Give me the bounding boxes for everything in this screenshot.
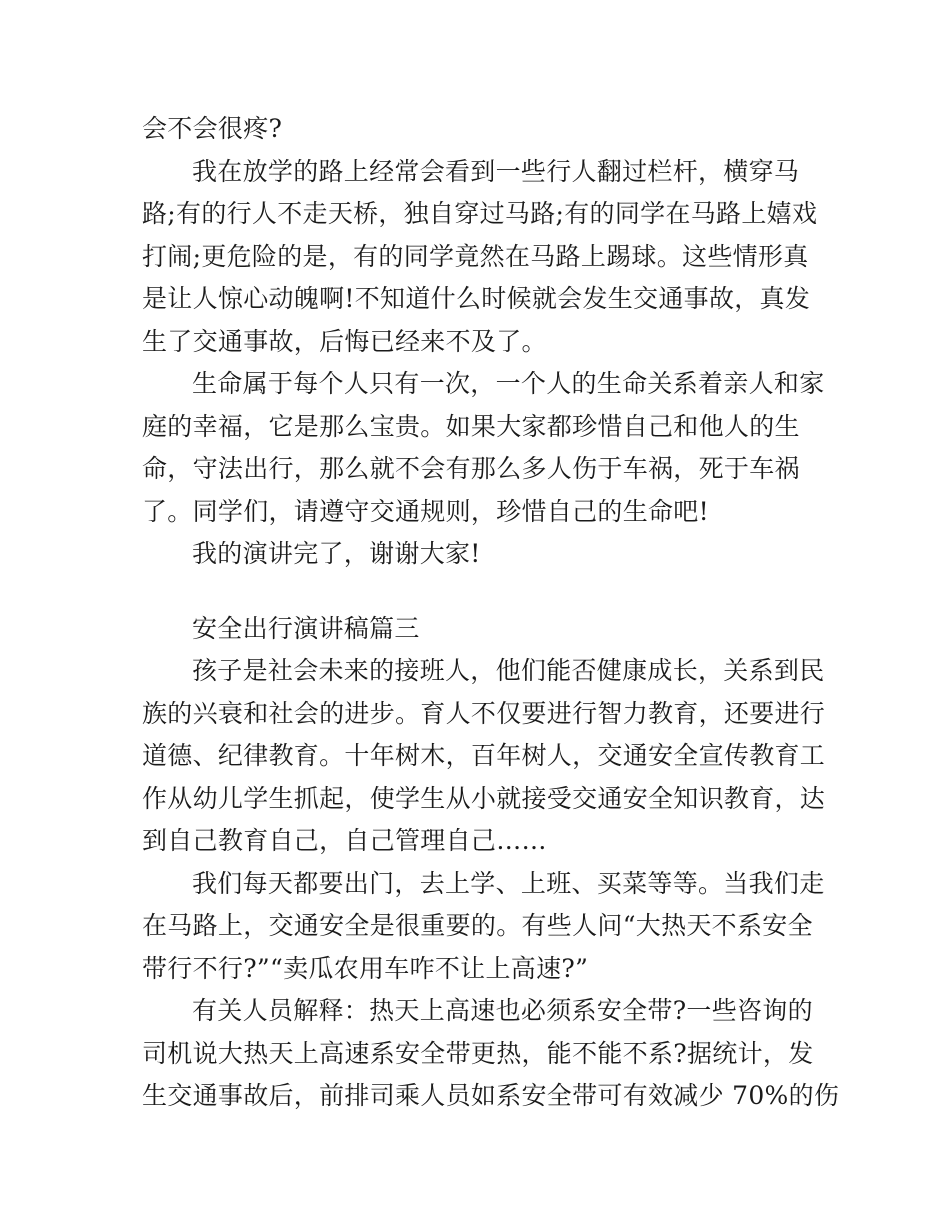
paragraph-5 [142,990,840,1118]
paragraph-line: 我在放学的路上经常会看到一些行人翻过栏杆，横穿马 [192,156,800,186]
paragraph-line: 道德、纪律教育。十年树木，百年树人，交通安全宣传教育工 [142,741,826,770]
paragraph-line: 带行不行?”“卖瓜农用车咋不让上高速?” [142,953,589,983]
section-title: 安全出行演讲稿篇三 [192,613,420,643]
paragraph-line: 到自己教育自己，自己管理自己…… [142,826,547,855]
paragraph-line: 路;有的行人不走天桥，独自穿过马路;有的同学在马路上嬉戏 [142,199,818,228]
paragraph-line: 庭的幸福，它是那么宝贵。如果大家都珍惜自己和他人的生 [142,411,800,441]
paragraph-line: 了。同学们，请遵守交通规则，珍惜自己的生命吧! [142,496,709,526]
paragraph-line: 生命属于每个人只有一次，一个人的生命关系着亲人和家 [192,369,825,398]
paragraph-3 [142,650,826,863]
paragraph-line: 孩子是社会未来的接班人，他们能否健康成长，关系到民 [192,656,825,685]
paragraph-line: 命，守法出行，那么就不会有那么多人伤于车祸，死于车祸 [142,454,800,483]
paragraph-2 [142,363,825,533]
paragraph-line: 司机说大热天上高速系安全带更热，能不能不系?据统计，发 [142,1038,814,1068]
paragraph-line: 我们每天都要出门，去上学、上班、买菜等等。当我们走 [192,868,825,898]
paragraph-line: 生交通事故后，前排司乘人员如系安全带可有效减少 70%的伤 [142,1081,840,1110]
paragraph-1 [142,151,818,364]
closing-line: 我的演讲完了，谢谢大家! [192,539,481,568]
paragraph-line: 族的兴衰和社会的进步。育人不仅要进行智力教育，还要进行 [142,698,826,728]
paragraph-line: 有关人员解释：热天上高速也必须系安全带?一些咨询的 [192,996,813,1025]
paragraph-line: 在马路上，交通安全是很重要的。有些人问“大热天不系安全 [142,911,813,940]
paragraph-line: 生了交通事故，后悔已经来不及了。 [142,326,547,356]
paragraph-line: 作从幼儿学生抓起，使学生从小就接受交通安全知识教育，达 [142,783,826,813]
paragraph-line: 是让人惊心动魄啊!不知道什么时候就会发生交通事故，真发 [142,284,811,313]
paragraph-line: 打闹;更危险的是，有的同学竟然在马路上踢球。这些情形真 [142,241,809,271]
fragment-line: 会不会很疼? [142,114,283,143]
section-gap [142,576,812,608]
document-page [142,108,840,1118]
paragraph-4 [142,863,825,991]
